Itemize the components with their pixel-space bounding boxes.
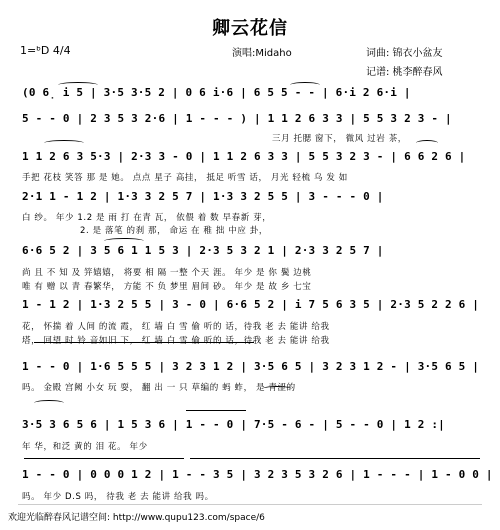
score-line-5-lyrics-verse-1: 尚 且 不 知 及 笄嬉嬉， 将要 相 隔 一整 个天 涯。 年少 是 你 鬓 边桃	[22, 268, 312, 278]
score-line-4-notes: 2·1 1 - 1 2 | 1·3 3 2 5 7 | 1·3 3 2 5 5 | 3 - - - 0 |	[22, 190, 384, 203]
key-signature: 1=ᵇD 4/4	[20, 44, 71, 57]
score-line-8-notes: 3·5 3 6 5 6 | 1 5 3 6 | 1 - - 0 | 7·5 - 6 - | 5 - - 0 | 1 2 :|	[22, 418, 445, 431]
score-line-1-notes: (0 6̣ i 5 | 3·5 3·5 2 | 0 6 i·6 | 6 5 5 - - | 6·i 2 6·i |	[22, 86, 411, 99]
score-line-6-notes: 1 - 1 2 | 1·3 2 5 5 | 3 - 0 | 6·6 5 2 | i 7 5 6 3 5 | 2·3 5 2 2 6 |	[22, 298, 480, 311]
score-line-3-lyrics: 手把 花枝 笑答 那 是 她。 点点 星子 高挂， 抵足 听雪 话， 月光 轻梳 乌 发 如	[22, 173, 348, 183]
singer-credit: 演唱:Midaho	[232, 48, 292, 59]
score-line-6-lyrics-verse-2: 塔， 回望 时 铃 音如旧 下， 红 墙 白 雪 偷 听的 话，待我 老 去 能讲 给我	[22, 336, 330, 346]
score-line-4-lyrics-verse-1: 白 纱。 年少 1.2 是 雨 打 在青 瓦， 依偎 着 数 早春新 芽，	[22, 213, 272, 223]
score-line-5-lyrics-verse-2: 唯 有 赠 以 青 春繁华， 方能 不 负 梦里 眉间 砂。 年少 是 故 乡 七宝	[22, 282, 312, 292]
score-line-9-notes: 1 - - 0 | 0 0 0 1 2 | 1 - - 3 5 | 3 2 3 5 3 2 6 | 1 - - - | 1 - 0 0 |	[22, 468, 493, 481]
score-line-6-lyrics-verse-1: 花， 怀揣 着 人间 的流 霞， 红 墙 白 雪 偷 听的 话，待我 老 去 能讲 给我	[22, 322, 330, 332]
footer-credit: 欢迎光临醉春风记谱空间: http://www.qupu123.com/space/6	[8, 513, 265, 523]
score-line-2-notes: 5 - - 0 | 2 3 5 3 2·6 | 1 - - - ) | 1 1 2 6 3 3 | 5 5 3 2 3 - |	[22, 112, 452, 125]
score-line-4-lyrics-verse-2: 2. 是 落笔 的刹 那， 命运 在 稚 拙 中应 卦，	[80, 226, 268, 236]
transcriber-credit: 记谱: 桃李醉春风	[366, 67, 443, 78]
page-title: 卿云花信	[212, 18, 288, 39]
score-line-9-lyrics: 吗。 年少 D.S 吗， 待我 老 去 能讲 给我 吗。	[22, 492, 214, 502]
lyricist-credit: 词曲: 锦衣小盆友	[366, 48, 443, 59]
score-line-3-notes: 1 1 2 6 3 5·3 | 2·3 3 - 0 | 1 1 2 6 3 3 | 5 5 3 2 3 - | 6 6 2 6 |	[22, 150, 466, 163]
score-line-5-notes: 6·6 5 2 | 3 5 6 1 1 5 3 | 2·3 5 3 2 1 | 2·3 3 2 5 7 |	[22, 244, 384, 257]
score-line-2-lyrics: 三月 托腮 窗下， 微风 过岩 茶，	[272, 134, 407, 144]
score-line-7-lyrics: 吗。 金殿 宫阙 小女 玩 耍， 翻 出 一 只 草编的 蚂 蚱， 是 青涩的	[22, 383, 296, 393]
score-line-7-notes: 1 - - 0 | 1·6 5 5 5 | 3 2 3 1 2 | 3·5 6 5 | 3 2 3 1 2 - | 3·5 6 5 |	[22, 360, 480, 373]
score-line-8-lyrics: 年 华，和泛 黄的 泪 花。 年少	[22, 442, 148, 452]
